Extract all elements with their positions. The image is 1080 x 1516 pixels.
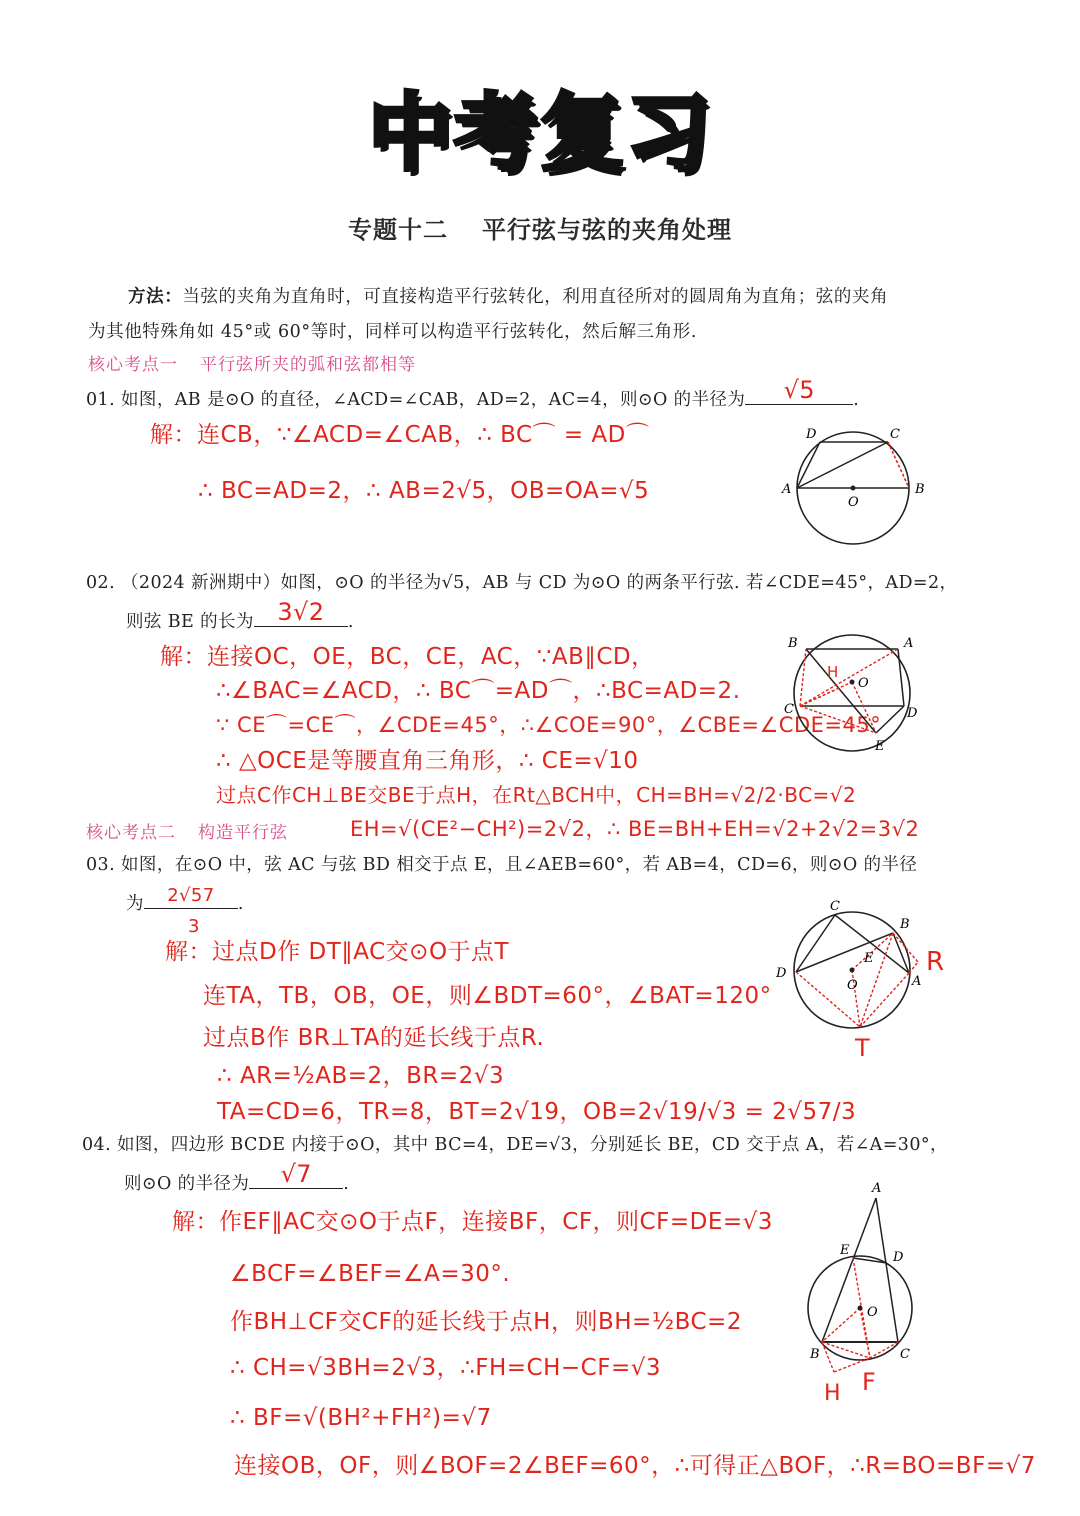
solution-line: TA=CD=6，TR=8，BT=2√19，OB=2√19/√3 = 2√57/3 <box>217 1099 857 1125</box>
svg-text:D: D <box>893 1250 904 1265</box>
answer-blank <box>254 598 348 627</box>
method-lead: 方法： <box>128 287 183 307</box>
problem-text: 如图，AB 是⊙O 的直径，∠ACD=∠CAB，AD=2，AC=4，则⊙O 的半径为 <box>121 390 746 410</box>
solution-line: 过点C作CH⊥BE交BE于点H，在Rt△BCH中，CH=BH=√2/2·BC=√2 <box>216 783 857 807</box>
solution-line: 作BH⊥CF交CF的延长线于点H，则BH=½BC=2 <box>230 1309 742 1335</box>
section-title: 构造平行弦 <box>198 823 288 843</box>
section-heading-2 <box>86 818 288 843</box>
svg-text:C: C <box>830 899 840 914</box>
solution-line: ∴ CH=√3BH=2√3，∴FH=CH−CF=√3 <box>230 1355 662 1381</box>
problem-03: 03. 如图，在⊙O 中，弦 AC 与弦 BD 相交于点 E，且∠AEB=60°，若 AB=4，CD=6，则⊙O 的半径 为 2√57 . 3 <box>86 850 917 919</box>
solution-line: ∴ AR=½AB=2，BR=2√3 <box>217 1063 505 1089</box>
svg-text:D: D <box>776 966 787 981</box>
topic-heading <box>0 210 1080 245</box>
svg-text:C: C <box>890 427 900 442</box>
solution-line: 解：作EF∥AC交⊙O于点F，连接BF，CF，则CF=DE=√3 <box>172 1209 773 1235</box>
problem-text-2: 为 <box>126 894 144 914</box>
solution-line: 连TA，TB，OB，OE，则∠BDT=60°，∠BAT=120° <box>203 983 772 1009</box>
svg-text:A: A <box>872 1181 882 1196</box>
answer-blank <box>745 376 853 405</box>
solution-line: ∠BCF=∠BEF=∠A=30°. <box>230 1261 511 1287</box>
solution-line: EH=√(CE²−CH²)=2√2，∴ BE=BH+EH=√2+2√2=3√2 <box>350 817 920 841</box>
topic-title: 平行弦与弦的夹角处理 <box>482 215 732 244</box>
problem-number: 02. <box>86 573 116 593</box>
svg-text:T: T <box>855 1034 870 1062</box>
figure-02-circle-diagram <box>780 625 940 770</box>
answer-blank <box>249 1160 343 1189</box>
solution-line: ∵ CE⌒=CE⌒，∠CDE=45°，∴∠COE=90°，∠CBE=∠CDE=45° <box>216 713 882 737</box>
problem-text: 如图，四边形 BCDE 内接于⊙O，其中 BC=4，DE=√3，分别延长 BE，CD 交于点 A，若∠A=30°， <box>117 1135 948 1155</box>
section-heading-1 <box>88 350 416 375</box>
svg-text:A: A <box>782 482 792 497</box>
section-label: 核心考点一 <box>88 355 178 375</box>
solution-line: ∴∠BAC=∠ACD，∴ BC⌒=AD⌒，∴BC=AD=2. <box>216 678 741 704</box>
svg-text:B: B <box>915 482 925 497</box>
solution-line: ∴ △OCE是等腰直角三角形，∴ CE=√10 <box>216 748 639 774</box>
method-line-2: 为其他特殊角如 45°或 60°等时，同样可以构造平行弦转化，然后解三角形. <box>88 322 698 342</box>
svg-text:O: O <box>847 978 858 993</box>
svg-text:E: E <box>840 1243 850 1258</box>
svg-text:H: H <box>824 1381 841 1406</box>
section-title: 平行弦所夹的弧和弦都相等 <box>200 355 416 375</box>
svg-text:C: C <box>784 702 794 717</box>
svg-text:F: F <box>862 1368 876 1396</box>
svg-text:O: O <box>867 1305 878 1320</box>
solution-line: 解：连接OC，OE，BC，CE，AC，∵AB∥CD， <box>160 644 655 670</box>
solution-line: 过点B作 BR⊥TA的延长线于点R. <box>203 1025 545 1051</box>
svg-text:A: A <box>912 974 922 989</box>
solution-line: 解：连CB，∵∠ACD=∠CAB，∴ BC⌒ = AD⌒ <box>150 422 650 448</box>
svg-text:R: R <box>926 947 945 977</box>
handwritten-answer-numerator: 2√57 <box>167 885 215 906</box>
problem-01: 01. 如图，AB 是⊙O 的直径，∠ACD=∠CAB，AD=2，AC=4，则⊙O 的半径为 √5 . <box>86 376 860 410</box>
svg-text:D: D <box>907 706 918 721</box>
problem-text-2: 则弦 BE 的长为 <box>126 612 254 632</box>
problem-text: 如图，在⊙O 中，弦 AC 与弦 BD 相交于点 E，且∠AEB=60°，若 AB=4，CD=6，则⊙O 的半径 <box>121 855 918 875</box>
svg-text:O: O <box>858 676 869 691</box>
svg-text:B: B <box>788 636 798 651</box>
banner-title: 中考复习 <box>367 84 712 182</box>
svg-text:B: B <box>810 1347 820 1362</box>
answer-blank <box>144 884 238 909</box>
handwritten-answer-denominator: 3 <box>188 916 200 937</box>
figure-03-circle-diagram <box>770 890 970 1070</box>
svg-text:H: H <box>827 663 839 681</box>
problem-number: 01. <box>86 390 116 410</box>
svg-text:O: O <box>848 495 859 510</box>
method-paragraph <box>88 280 1008 350</box>
svg-text:D: D <box>806 427 817 442</box>
solution-line: ∴ BC=AD=2，∴ AB=2√5，OB=OA=√5 <box>198 478 650 504</box>
svg-text:A: A <box>904 636 914 651</box>
section-label: 核心考点二 <box>86 823 176 843</box>
solution-line: 解：过点D作 DT∥AC交⊙O于点T <box>165 939 510 965</box>
solution-line: ∴ BF=√(BH²+FH²)=√7 <box>230 1405 492 1431</box>
svg-text:C: C <box>900 1347 910 1362</box>
figure-04-circle-diagram <box>790 1170 930 1410</box>
handwritten-answer: 3√2 <box>277 598 325 626</box>
topic-number: 专题十二 <box>348 215 448 244</box>
method-line-1: 当弦的夹角为直角时，可直接构造平行弦转化，利用直径所对的圆周角为直角；弦的夹角 <box>182 287 889 307</box>
problem-text: （2024 新洲期中）如图，⊙O 的半径为√5，AB 与 CD 为⊙O 的两条平行弦. 若∠CDE=45°，AD=2， <box>121 573 958 593</box>
svg-text:E: E <box>875 739 885 754</box>
problem-02: 02. （2024 新洲期中）如图，⊙O 的半径为√5，AB 与 CD 为⊙O 的两条平行弦. 若∠CDE=45°，AD=2， 则弦 BE 的长为 3√2 . <box>86 573 958 632</box>
handwritten-answer: √5 <box>783 376 815 404</box>
solution-line: 连接OB，OF，则∠BOF=2∠BEF=60°，∴可得正△BOF，∴R=BO=BF=√7 <box>234 1453 1036 1479</box>
problem-text-2: 则⊙O 的半径为 <box>124 1174 250 1194</box>
problem-number: 03. <box>86 855 116 875</box>
svg-text:E: E <box>864 951 874 966</box>
handwritten-answer: √7 <box>280 1160 312 1188</box>
svg-text:B: B <box>900 917 910 932</box>
problem-04: 04. 如图，四边形 BCDE 内接于⊙O，其中 BC=4，DE=√3，分别延长 BE，CD 交于点 A，若∠A=30°， 则⊙O 的半径为 √7 . <box>82 1135 948 1194</box>
figure-01-circle-diagram <box>780 420 940 550</box>
problem-number: 04. <box>82 1135 112 1155</box>
